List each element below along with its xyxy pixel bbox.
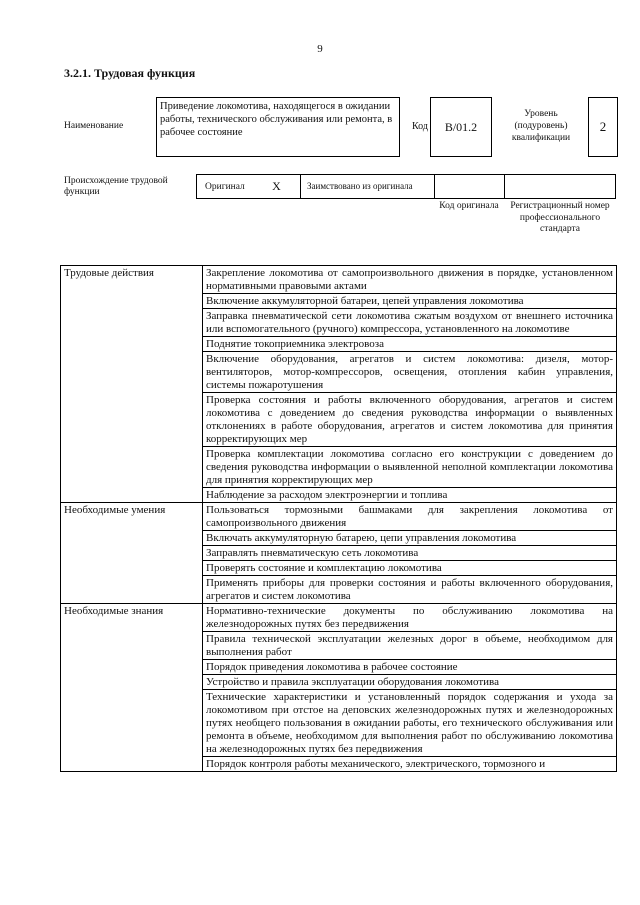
name-label: Наименование: [64, 121, 124, 131]
function-name-box: Приведение локомотива, находящегося в ожидании работы, технического обслуживания или ремонта, в рабочее состояние: [156, 97, 400, 157]
qualification-level-box: 2: [588, 97, 618, 157]
table-cell-item: Порядок контроля работы механического, электрического, тормозного и: [203, 757, 617, 772]
table-cell-item: Пользоваться тормозными башмаками для закрепления локомотива от самопроизвольного движения: [203, 503, 617, 531]
original-label: Оригинал: [205, 181, 245, 192]
section-category: Необходимые умения: [61, 503, 203, 604]
code-box: B/01.2: [430, 97, 492, 157]
origin-label: Происхождение трудовой функции: [64, 176, 168, 197]
table-cell-item: Применять приборы для проверки состояния и работы включенного оборудования, агрегатов и систем локомотива: [203, 576, 617, 604]
registration-number-caption: Регистрационный номер профессионального стандарта: [510, 201, 610, 234]
table-cell-item: Включение оборудования, агрегатов и систем локомотива: дизеля, мотор-вентиляторов, мотор-компрессоров, освещения, отопления кабин управления, системы пожаротушения: [203, 352, 617, 393]
table-cell-item: Проверять состояние и комплектацию локомотива: [203, 561, 617, 576]
original-code-caption: Код оригинала: [439, 201, 499, 211]
registration-number-cell: [505, 175, 615, 198]
table-cell-item: Заправлять пневматическую сеть локомотива: [203, 546, 617, 561]
origin-row: [196, 174, 616, 199]
table-cell-item: Заправка пневматической сети локомотива сжатым воздухом от внешнего источника или вспомогательного (ручного) компрессора, установленного на локомотиве: [203, 309, 617, 337]
table-cell-item: Нормативно-технические документы по обслуживанию локомотива на железнодорожных путях без передвижения: [203, 604, 617, 632]
table-cell-item: Поднятие токоприемника электровоза: [203, 337, 617, 352]
table-row: [61, 503, 617, 531]
original-mark: X: [253, 175, 301, 198]
section-category: Необходимые знания: [61, 604, 203, 772]
table-cell-item: Порядок приведения локомотива в рабочее состояние: [203, 660, 617, 675]
section-title: 3.2.1. Трудовая функция: [64, 66, 196, 80]
table-cell-item: Правила технической эксплуатации железных дорог в объеме, необходимом для выполнения работ: [203, 632, 617, 660]
table-cell-item: Устройство и правила эксплуатации оборудования локомотива: [203, 675, 617, 690]
section-category: Трудовые действия: [61, 266, 203, 503]
table-cell-item: Проверка состояния и работы включенного оборудования, агрегатов и систем локомотива с доведением до сведения руководства информации о выявленных отклонениях в работе оборудования, агрегатов и систем локомотива для принятия корректирующих мер: [203, 393, 617, 447]
table-cell-item: Технические характеристики и установленный порядок содержания и ухода за локомотивом при отстое на деповских железнодорожных путях и железнодорожных путях необщего пользования в ожидании работы, его технического обслуживания или ремонта в объеме, необходимом для выполнения работ по обслуживанию локомотива на железнодорожных путях без передвижения: [203, 690, 617, 757]
borrowed-label: Заимствовано из оригинала: [301, 175, 435, 198]
table-cell-item: Включать аккумуляторную батарею, цепи управления локомотива: [203, 531, 617, 546]
labor-function-table: [60, 265, 617, 772]
qualification-level-label: Уровень (подуровень) квалификации: [511, 109, 571, 143]
table-cell-item: Включение аккумуляторной батареи, цепей управления локомотива: [203, 294, 617, 309]
table-cell-item: Наблюдение за расходом электроэнергии и топлива: [203, 488, 617, 503]
page-number: 9: [317, 43, 323, 55]
table-row: [61, 266, 617, 294]
original-code-cell: [435, 175, 505, 198]
table-cell-item: Проверка комплектации локомотива согласно его конструкции с доведением до сведения руководства информации о выявленной неполной комплектации локомотива для принятия корректирующих мер: [203, 447, 617, 488]
table-row: [61, 604, 617, 632]
code-label: Код: [412, 121, 428, 132]
table-cell-item: Закрепление локомотива от самопроизвольного движения в порядке, установленном нормативными правовыми актами: [203, 266, 617, 294]
